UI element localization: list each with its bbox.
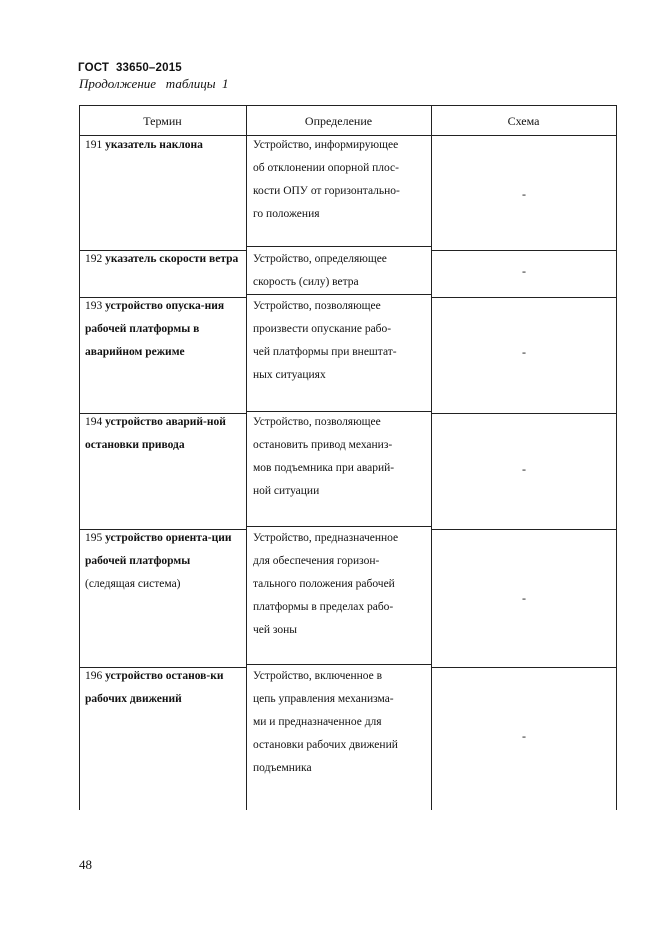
definition-line: кости ОПУ от горизонтально- xyxy=(253,185,400,197)
definition-line: го положения xyxy=(253,208,320,220)
scheme-cell: - xyxy=(522,264,526,278)
term-number: 191 xyxy=(85,139,103,151)
row-divider xyxy=(246,246,431,247)
column-divider-1 xyxy=(246,105,247,810)
term-number: 193 xyxy=(85,300,103,312)
definition-line: платформы в пределах рабо- xyxy=(253,601,394,613)
definition-line: подъемника xyxy=(253,762,312,774)
scheme-cell: - xyxy=(522,729,526,743)
table-right-border xyxy=(616,105,617,810)
definition-line: произвести опускание рабо- xyxy=(253,323,392,335)
row-divider xyxy=(431,529,616,530)
page-number: 48 xyxy=(79,857,92,872)
definition-line: ных ситуациях xyxy=(253,369,326,381)
term-cell xyxy=(85,248,243,271)
term-number: 194 xyxy=(85,416,103,428)
definition-line: Устройство, позволяющее xyxy=(253,416,381,428)
term-cell xyxy=(85,295,243,364)
definition-line: ми и предназначенное для xyxy=(253,716,382,728)
scheme-cell: - xyxy=(522,462,526,476)
terms-table xyxy=(79,105,616,810)
table-continuation-label: Продолжение таблицы 1 xyxy=(79,76,229,91)
definition-line: ной ситуации xyxy=(253,485,320,497)
scheme-cell: - xyxy=(522,345,526,359)
definition-line: Устройство, включенное в xyxy=(253,670,383,682)
term-cell xyxy=(85,665,243,711)
row-divider xyxy=(431,297,616,298)
row-divider xyxy=(431,250,616,251)
term-number: 195 xyxy=(85,532,103,544)
column-header-definition: Определение xyxy=(304,114,373,128)
definition-line: чей зоны xyxy=(253,624,298,636)
definition-line: скорость (силу) ветра xyxy=(253,276,359,288)
definition-line: Устройство, информирующее xyxy=(253,139,399,151)
term-note: (следящая система) xyxy=(85,578,181,590)
term-cell xyxy=(85,527,243,596)
definition-line: тального положения рабочей xyxy=(253,578,395,590)
column-header-term: Термин xyxy=(143,114,182,128)
term-cell xyxy=(85,411,243,457)
term-name: указатель наклона xyxy=(105,139,203,151)
definition-cell xyxy=(253,295,425,387)
doc-code: ГОСТ 33650–2015 xyxy=(78,62,182,74)
definition-line: Устройство, позволяющее xyxy=(253,300,381,312)
definition-cell xyxy=(253,411,425,503)
definition-cell xyxy=(253,527,425,642)
term-number: 196 xyxy=(85,670,103,682)
row-divider xyxy=(431,413,616,414)
definition-line: для обеспечения горизон- xyxy=(253,555,380,567)
term-name: указатель скорости ветра xyxy=(105,253,239,265)
definition-line: остановить привод механиз- xyxy=(253,439,393,451)
definition-cell xyxy=(253,134,425,226)
column-header-scheme: Схема xyxy=(507,114,540,128)
definition-cell xyxy=(253,248,425,294)
term-name: устройство останов-ки рабочих движений xyxy=(85,670,224,705)
column-divider-2 xyxy=(431,105,432,810)
term-number: 192 xyxy=(85,253,103,265)
definition-line: остановки рабочих движений xyxy=(253,739,398,751)
definition-cell xyxy=(253,665,425,780)
definition-line: цепь управления механизма- xyxy=(253,693,394,705)
definition-line: мов подъемника при аварий- xyxy=(253,462,395,474)
definition-line: Устройство, определяющее xyxy=(253,253,387,265)
term-name: устройство аварий-ной остановки привода xyxy=(85,416,226,451)
table-left-border xyxy=(79,105,80,810)
scheme-cell: - xyxy=(522,187,526,201)
row-divider xyxy=(431,667,616,668)
term-name: устройство опуска-ния рабочей платформы в аварийном режиме xyxy=(85,300,225,358)
definition-line: Устройство, предназначенное xyxy=(253,532,399,544)
term-name: устройство ориента-ции рабочей платформы xyxy=(85,532,232,567)
definition-line: об отклонении опорной плос- xyxy=(253,162,399,174)
table-top-border xyxy=(79,105,616,106)
term-cell xyxy=(85,134,243,157)
definition-line: чей платформы при внештат- xyxy=(253,346,397,358)
scheme-cell: - xyxy=(522,591,526,605)
